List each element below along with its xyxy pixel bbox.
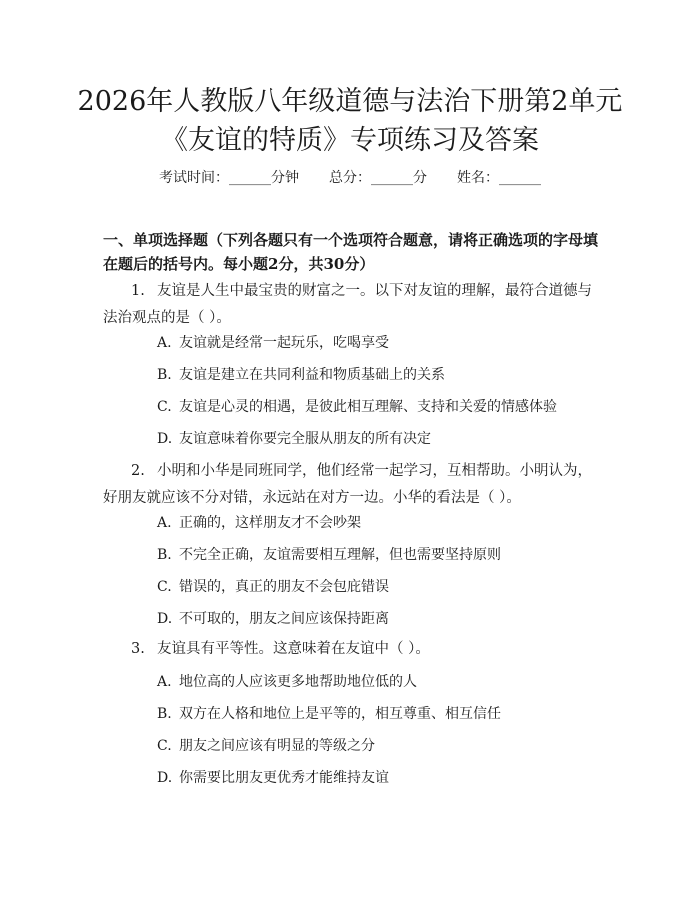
document-title: 2026年人教版八年级道德与法治下册第2单元《友谊的特质》专项练习及答案	[77, 86, 623, 156]
question-3-option-c: C. 朋友之间应该有明显的等级之分	[157, 738, 375, 754]
question-3-option-a: A. 地位高的人应该更多地帮助地位低的人	[157, 674, 417, 690]
question-2-option-a: A. 正确的，这样朋友才不会吵架	[157, 515, 361, 531]
question-2-option-c: C. 错误的，真正的朋友不会包庇错误	[157, 579, 389, 595]
question-text: 小明和小华是同班同学，他们经常一起学习，互相帮助。小明认为，好朋友就应该不分对错，永远站在对方一边。小华的看法是（ ）。	[103, 463, 592, 506]
question-3-option-b: B. 双方在人格和地位上是平等的，相互尊重、相互信任	[157, 706, 501, 722]
question-number: 1.	[131, 283, 145, 299]
question-text: 友谊是人生中最宝贵的财富之一。以下对友谊的理解，最符合道德与法治观点的是（ ）。	[103, 283, 592, 326]
question-1-option-b: B. 友谊是建立在共同利益和物质基础上的关系	[157, 367, 445, 383]
section-heading: 一、单项选择题（下列各题只有一个选项符合题意，请将正确选项的字母填在题后的括号内。每小题2分，共30分）	[103, 231, 599, 273]
exam-info	[0, 167, 700, 187]
question-1-option-d: D. 友谊意味着你要完全服从朋友的所有决定	[157, 431, 431, 447]
question-1	[103, 278, 601, 332]
question-number: 3.	[131, 641, 145, 657]
question-2-option-d: D. 不可取的，朋友之间应该保持距离	[157, 611, 389, 627]
question-3-option-d: D. 你需要比朋友更优秀才能维持友谊	[157, 770, 389, 786]
question-3	[103, 636, 601, 663]
score-unit: 分	[413, 170, 427, 186]
name-blank: ______	[499, 170, 541, 186]
time-blank: ______	[229, 170, 271, 186]
name-label: 姓名：	[457, 170, 499, 186]
score-blank: ______	[371, 170, 413, 186]
question-1-option-a: A. 友谊就是经常一起玩乐，吃喝享受	[157, 335, 389, 351]
question-2	[103, 458, 601, 512]
question-2-option-b: B. 不完全正确，友谊需要相互理解，但也需要坚持原则	[157, 547, 501, 563]
question-text: 友谊具有平等性。这意味着在友谊中（ ）。	[157, 641, 430, 657]
score-label: 总分：	[329, 170, 371, 186]
time-label: 考试时间：	[159, 170, 229, 186]
question-1-option-c: C. 友谊是心灵的相遇，是彼此相互理解、支持和关爱的情感体验	[157, 399, 557, 415]
time-unit: 分钟	[271, 170, 299, 186]
question-number: 2.	[131, 463, 145, 479]
